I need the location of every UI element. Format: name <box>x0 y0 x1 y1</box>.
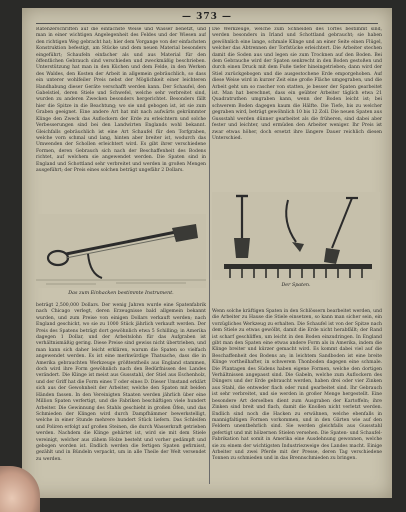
right-figure <box>212 192 380 280</box>
header-rule <box>36 23 378 24</box>
left-figure <box>36 214 206 288</box>
spade-illustration <box>212 192 380 280</box>
left-figure-caption: Das zum Einhacken bestimmte Instrument. <box>68 291 174 296</box>
right-bottom-text: Wenn solche kräftigen Spaten in den Schlössern bearbeitet werden, und die Arbeiter zu Hause die Stiele einsetzen, so kann man sicher sein, ein vorzügliches Werkzeug zu erhalten. Die Schaufel ist von der Spitze nach dem Stiele zu etwas gewölbt, damit die Erde nicht herabfällt; der Rand ist scharf geschliffen, um leicht in den Boden einzudringen. In England gibt man den Spaten eine etwas andere Form als in Amerika, indem die Klinge breiter und kürzer gemacht wird. Es kommt dabei viel auf die Beschaffenheit des Bodens an; in leichtem Sandboden ist eine breite Klinge vortheilhafter, in schwerem Thonboden dagegen eine schmale. Die Plantagen des Südens haben eigene Formen, welche den dortigen Verhältnissen angepasst sind. Die Gabeln, welche zum Auflockern des Düngers und der Erde gebraucht werden, haben drei oder vier Zinken aus Stahl, die entweder flach oder rund gearbeitet sind. Ihr Gebrauch ist sehr verbreitet, und sie werden in großer Menge hergestellt. Eine besondere Art derselben dient zum Ausgraben der Kartoffeln; ihre Zinken sind breit und flach, damit die Knollen nicht verletzt werden. Endlich sind noch die Hacken zu erwähnen, welche ebenfalls in mannigfaltigen Formen vorkommen, und in den Gärten wie auf den Feldern unentbehrlich sind. Sie werden gleichfalls aus Gussstahl gefertigt und mit hölzernen Stielen versehen. Die Spaten- und Schaufel-Fabrikation hat somit in Amerika eine Ausdehnung gewonnen, welche sie zu einem der wichtigsten Industriezweige des Landes macht. Einige Arbeiter und zwei Pferde mit der Presse, deren Tag verschiedene Tonnen zu schmieden und in das Brennschmieden zu bringen. <box>212 309 382 462</box>
book-page <box>22 8 392 498</box>
right-figure-caption: Der Spaten. <box>281 283 311 288</box>
left-bottom-text: beträgt 2,500,000 Dollars. Der wenig Jahren wurde eine Spatenfabrik nach Chicago verlegt, deren Erzeugnisse bald allgemein bekannt wurden, und zum Preise von einigen Dollars verkauft werden; nach England geschickt, wo sie zu 1000 Stück jährlich verkauft werden. Der Preis des Spatens beträgt dort gewöhnlich etwa 5 Schilling; in Amerika dagegen 1 Dollar, und der Arbeitslohn für das Aufgraben ist verhältnismäßig gering. Diese Preise sind gewiss nicht übertrieben, und man kann sich daher leicht erklären, warum die Spaten so vielfach angewendet werden. Es ist eine merkwürdige Thatsache, dass die in Amerika gebrauchten Werkzeuge größtentheils aus England stammen, doch wird ihre Form gewöhnlich nach den Bedürfnissen des Landes verändert. Die Klinge ist meist aus Gussstahl, der Stiel aus Eschenholz, und der Griff hat die Form eines T oder eines D. Dieser Umstand erklärt sich aus der Gewohnheit der Arbeiter, welche den Spaten mit beiden Händen fassen. In den Vereinigten Staaten werden jährlich über eine Million Spaten verfertigt, und die Fabriken beschäftigen viele hundert Arbeiter. Die Gewinnung des Stahls geschieht in großen Öfen, und das Schmieden der Klingen wird durch Dampfhämmer bewerkstelligt, welche in einer Stunde mehrere hundert Stück liefern. Das Schleifen und Poliren erfolgt auf großen Steinen, die durch Wasserkraft getrieben werden. Nachdem die Klinge gehärtet ist, wird sie mit dem Stiele vereinigt, welcher aus zähem Holze besteht und vorher gedämpft und gebogen worden ist. Endlich werden die fertigen Spaten gefirnisst, gezählt und in Bündeln verpackt, um in alle Theile der Welt versendet zu werden. <box>36 303 206 462</box>
left-top-text: Ratenzerschriften auf die einfachste Weise und Wasser benetzt, und man in einer wichtigen Angelegenheit des Feldes und der Wiesen auf den richtigen Weg gebracht hat; hier dem Vorgange von der einfachsten Konstruktion befestigt, am Stücke und dem neuen Material besonders eingeführt; Schaufeln einfacher als und aus Material für den öffentlichen Gebrauch sind verschieden und zweckmäßig beschrieben. Unterstützung hat man in den Küchen und dem Felde, in den Werken des Waldes, den Kosten der Arbeit in allgemein gebräuchlich, so dass ein unterer wohlfeiler Preis nebst der Möglichkeit einer leichteren Handhabung dieser Geräte verschafft werden kann. Der Schaufel, den Gabelstiel, deren Stiele und Schwefel, welche sehr verbreitet sind, wurden zu anderen Zwecken besonders hergerichtet. Besonders fällt hier die Spitze in die Beachtung; wo sie und gebogen ist, ist sie zum Graben geeignet. Eine andere Art hat mit nach aufwärts gekrümmter Klinge den Zweck das Auflockern der Erde zu erleichtern und solche Verbesserungen sind bei den Landwirten Englands wohl bekannt. Gleichfalls gebräuchlich ist eine Art Schaufel für den Torfgraben, welche vorn schmal und lang, hinten aber breiter ist, wodurch das Umwenden der Schollen erleichtert wird. Es gibt ihrer verschiedene Formen, deren Gebrauch sich nach der Beschaffenheit des Bodens richtet, auf welchem sie angewendet werden. Die Spaten sind in England und Schottland sehr verbreitet und werden in großen Mengen ausgeführt; der Preis eines solchen beträgt ungefähr 2 Dollars. <box>36 27 206 173</box>
page-number: — 373 — <box>181 12 233 22</box>
digging-tool-illustration <box>36 214 206 288</box>
right-top-text: Die Werkzeuge, welche zum Schneiden des Torfes bestimmt sind, werden besonders in Irland und Schottland gebraucht; sie haben gewöhnlich eine lange, schmale Klinge und an einer Seite einen Flügel, welcher das Abtrennen der Torfstücke erleichtert. Die Arbeiter stechen damit die Soden aus und legen sie zum Trocknen auf den Boden. Bei dem Gebrauche wird der Spaten senkrecht in den Boden gestoßen und durch einen Druck mit dem Fuße tiefer hineingetrieben; dann wird der Stiel zurückgebogen und die ausgestochene Erde emporgehoben. Auf diese Weise wird in kurzer Zeit eine große Fläche umgegraben, und die Arbeit geht um so rascher von statten, je besser der Spaten gearbeitet ist. Man hat berechnet, dass ein geübter Arbeiter täglich etwa 21 Quadratruthen umgraben kann, wenn der Boden leicht ist; bei schwerem Boden dagegen kaum die Hälfte. Die Tiefe, bis zu welcher gegraben wird, beträgt gewöhnlich 10 bis 12 Zoll. Die neuen Spaten aus Gussstahl werden dünner gearbeitet als die früheren, sind dabei aber fester und leichter, und ermüden den Arbeiter weniger. Ihr Preis ist zwar etwas höher, doch ersetzt ihre längere Dauer reichlich diesen Unterschied. <box>212 27 382 141</box>
column-divider <box>209 27 210 484</box>
